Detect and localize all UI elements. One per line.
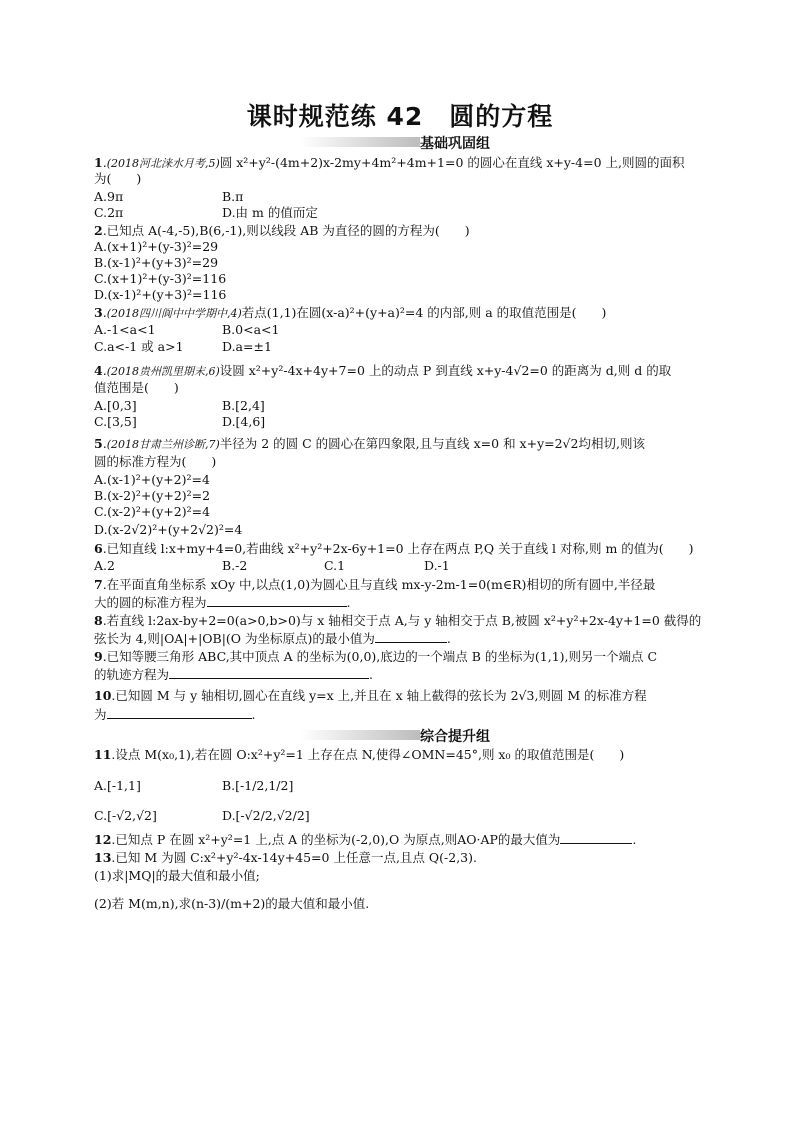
question-number: 1 — [94, 155, 103, 170]
option-d: D.由 m 的值而定 — [222, 205, 318, 220]
option-c: C.1 — [324, 558, 346, 573]
question-number: 7 — [94, 577, 103, 592]
section-bar — [300, 730, 420, 740]
option-b: B.-2 — [222, 558, 248, 573]
question-text: 的轨迹方程为 — [94, 667, 170, 682]
question-number: 5 — [94, 436, 103, 451]
section-label: 综合提升组 — [420, 729, 490, 745]
question-text: .设点 M(x₀,1),若在圆 O:x²+y²=1 上存在点 N,使得∠OMN=45°,则 x₀ 的取值范围是( ) — [111, 747, 625, 762]
option-a: A.(x-1)²+(y+2)²=4 — [94, 472, 210, 487]
answer-blank[interactable] — [107, 706, 252, 719]
question-1-line2: 为( ) — [94, 171, 142, 186]
question-2 — [94, 223, 706, 239]
section-label: 基础巩固组 — [420, 136, 490, 152]
option-c: C.(x-2)²+(y+2)²=4 — [94, 504, 211, 519]
answer-blank[interactable] — [207, 594, 347, 607]
section-basic — [94, 133, 706, 151]
question-number: 12 — [94, 832, 112, 847]
question-5-line2: 圆的标准方程为( ) — [94, 454, 217, 469]
question-text: 弦长为 4,则|OA|+|OB|(O 为坐标原点)的最小值为 — [94, 631, 375, 646]
question-text: 若点(1,1)在圆(x-a)²+(y+a)²=4 的内部,则 a 的取值范围是( ) — [241, 305, 607, 320]
question-text: 为 — [94, 707, 107, 722]
question-source: (2018甘肃兰州诊断,7) — [106, 438, 220, 451]
option-b: B.[-1/2,1/2] — [222, 778, 294, 793]
question-number: 9 — [94, 649, 103, 664]
section-advanced — [94, 726, 706, 744]
question-text: .已知圆 M 与 y 轴相切,圆心在直线 y=x 上,并且在 x 轴上截得的弦长为 2√3,则圆 M 的标准方程 — [111, 688, 647, 703]
question-number: 11 — [94, 747, 112, 762]
question-4: 4.(2018贵州凯里期末,6)设圆 x²+y²-4x+4y+7=0 上的动点 P 到直线 x+y-4√2=0 的距离为 d,则 d 的取 — [94, 363, 672, 378]
option-a: A.2 — [94, 558, 115, 573]
option-b: B.(x-1)²+(y+3)²=29 — [94, 255, 219, 270]
page-title: 课时规范练 42 圆的方程 — [246, 102, 554, 131]
answer-blank[interactable] — [560, 831, 632, 844]
option-b: B.(x-2)²+(y+2)²=2 — [94, 488, 211, 503]
option-c: C.[-√2,√2] — [94, 808, 157, 823]
option-a: A.[0,3] — [94, 398, 137, 413]
question-4-line2: 值范围是( ) — [94, 380, 179, 395]
question-number: 8 — [94, 613, 103, 628]
question-text: .已知点 A(-4,-5),B(6,-1),则以线段 AB 为直径的圆的方程为( ) — [102, 223, 470, 238]
question-text: 圆 x²+y²-(4m+2)x-2my+4m²+4m+1=0 的圆心在直线 x+y-4=0 上,则圆的面积 — [219, 155, 685, 170]
question-6 — [94, 541, 706, 557]
question-source: (2018河北涞水月考,5) — [106, 157, 220, 170]
question-13-part2: (2)若 M(m,n),求(n-3)/(m+2)的最大值和最小值. — [94, 896, 370, 911]
question-number: 6 — [94, 541, 103, 556]
question-8 — [94, 613, 706, 629]
question-number: 4 — [94, 363, 103, 378]
option-a: A.[-1,1] — [94, 778, 141, 793]
option-d: D.(x-1)²+(y+3)²=116 — [94, 287, 227, 302]
option-a: A.-1<a<1 — [94, 322, 156, 337]
question-text: .已知直线 l:x+my+4=0,若曲线 x²+y²+2x-6y+1=0 上存在两点 P,Q 关于直线 l 对称,则 m 的值为( ) — [102, 541, 694, 556]
option-a: A.9π — [94, 189, 124, 204]
question-text: .若直线 l:2ax-by+2=0(a>0,b>0)与 x 轴相交于点 A,与 y 轴相交于点 B,被圆 x²+y²+2x-4y+1=0 截得的 — [102, 613, 702, 628]
question-7-line2: 大的圆的标准方程为 . — [94, 595, 351, 610]
option-c: C.a<-1 或 a>1 — [94, 339, 184, 354]
option-d: D.a=±1 — [222, 339, 272, 354]
answer-blank[interactable] — [375, 630, 447, 643]
question-source: (2018贵州凯里期末,6) — [106, 365, 220, 378]
question-number: 10 — [94, 688, 112, 703]
option-c: C.[3,5] — [94, 414, 137, 429]
option-b: B.[2,4] — [222, 398, 265, 413]
option-d: D.-1 — [424, 558, 450, 573]
question-text: .已知等腰三角形 ABC,其中顶点 A 的坐标为(0,0),底边的一个端点 B 的坐标为(1,1),则另一个端点 C — [102, 649, 658, 664]
question-number: 2 — [94, 223, 103, 238]
question-text: 大的圆的标准方程为 — [94, 595, 207, 610]
question-text: 半径为 2 的圆 C 的圆心在第四象限,且与直线 x=0 和 x+y=2√2均相切,则该 — [219, 436, 645, 451]
question-9-line2: 的轨迹方程为 . — [94, 667, 373, 682]
question-11 — [94, 747, 706, 763]
question-text: .已知点 P 在圆 x²+y²=1 上,点 A 的坐标为(-2,0),O 为原点,则AO·AP的最大值为 — [111, 832, 561, 847]
question-text: .已知 M 为圆 C:x²+y²-4x-14y+45=0 上任意一点,且点 Q(-2,3). — [111, 850, 477, 865]
question-13 — [94, 850, 706, 866]
option-c: C.(x+1)²+(y-3)²=116 — [94, 271, 227, 286]
option-c: C.2π — [94, 205, 124, 220]
option-d: D.[-√2/2,√2/2] — [222, 808, 310, 823]
option-d: D.[4,6] — [222, 414, 266, 429]
question-5: 5.(2018甘肃兰州诊断,7)半径为 2 的圆 C 的圆心在第四象限,且与直线 x=0 和 x+y=2√2均相切,则该 — [94, 436, 645, 451]
question-7 — [94, 577, 706, 593]
question-12: 12.已知点 P 在圆 x²+y²=1 上,点 A 的坐标为(-2,0),O 为原点,则AO·AP的最大值为 . — [94, 832, 637, 847]
question-10 — [94, 688, 706, 704]
question-3: 3.(2018四川阆中中学期中,4)若点(1,1)在圆(x-a)²+(y+a)²=4 的内部,则 a 的取值范围是( ) — [94, 305, 607, 320]
option-d: D.(x-2√2)²+(y+2√2)²=4 — [94, 522, 243, 537]
question-text: 设圆 x²+y²-4x+4y+7=0 上的动点 P 到直线 x+y-4√2=0 的距离为 d,则 d 的取 — [219, 363, 672, 378]
question-number: 13 — [94, 850, 112, 865]
option-b: B.π — [222, 189, 244, 204]
question-number: 3 — [94, 305, 103, 320]
option-a: A.(x+1)²+(y-3)²=29 — [94, 239, 219, 254]
question-9 — [94, 649, 706, 665]
question-10-line2: 为 . — [94, 707, 256, 722]
question-source: (2018四川阆中中学期中,4) — [106, 307, 242, 320]
question-text: .在平面直角坐标系 xOy 中,以点(1,0)为圆心且与直线 mx-y-2m-1=0(m∈R)相切的所有圆中,半径最 — [102, 577, 656, 592]
question-13-part1: (1)求|MQ|的最大值和最小值; — [94, 868, 260, 883]
question-1: 1.(2018河北涞水月考,5)圆 x²+y²-(4m+2)x-2my+4m²+4m+1=0 的圆心在直线 x+y-4=0 上,则圆的面积 — [94, 155, 685, 170]
section-bar — [300, 137, 420, 147]
option-b: B.0<a<1 — [222, 322, 280, 337]
question-8-line2: 弦长为 4,则|OA|+|OB|(O 为坐标原点)的最小值为 . — [94, 631, 451, 646]
answer-blank[interactable] — [169, 666, 369, 679]
